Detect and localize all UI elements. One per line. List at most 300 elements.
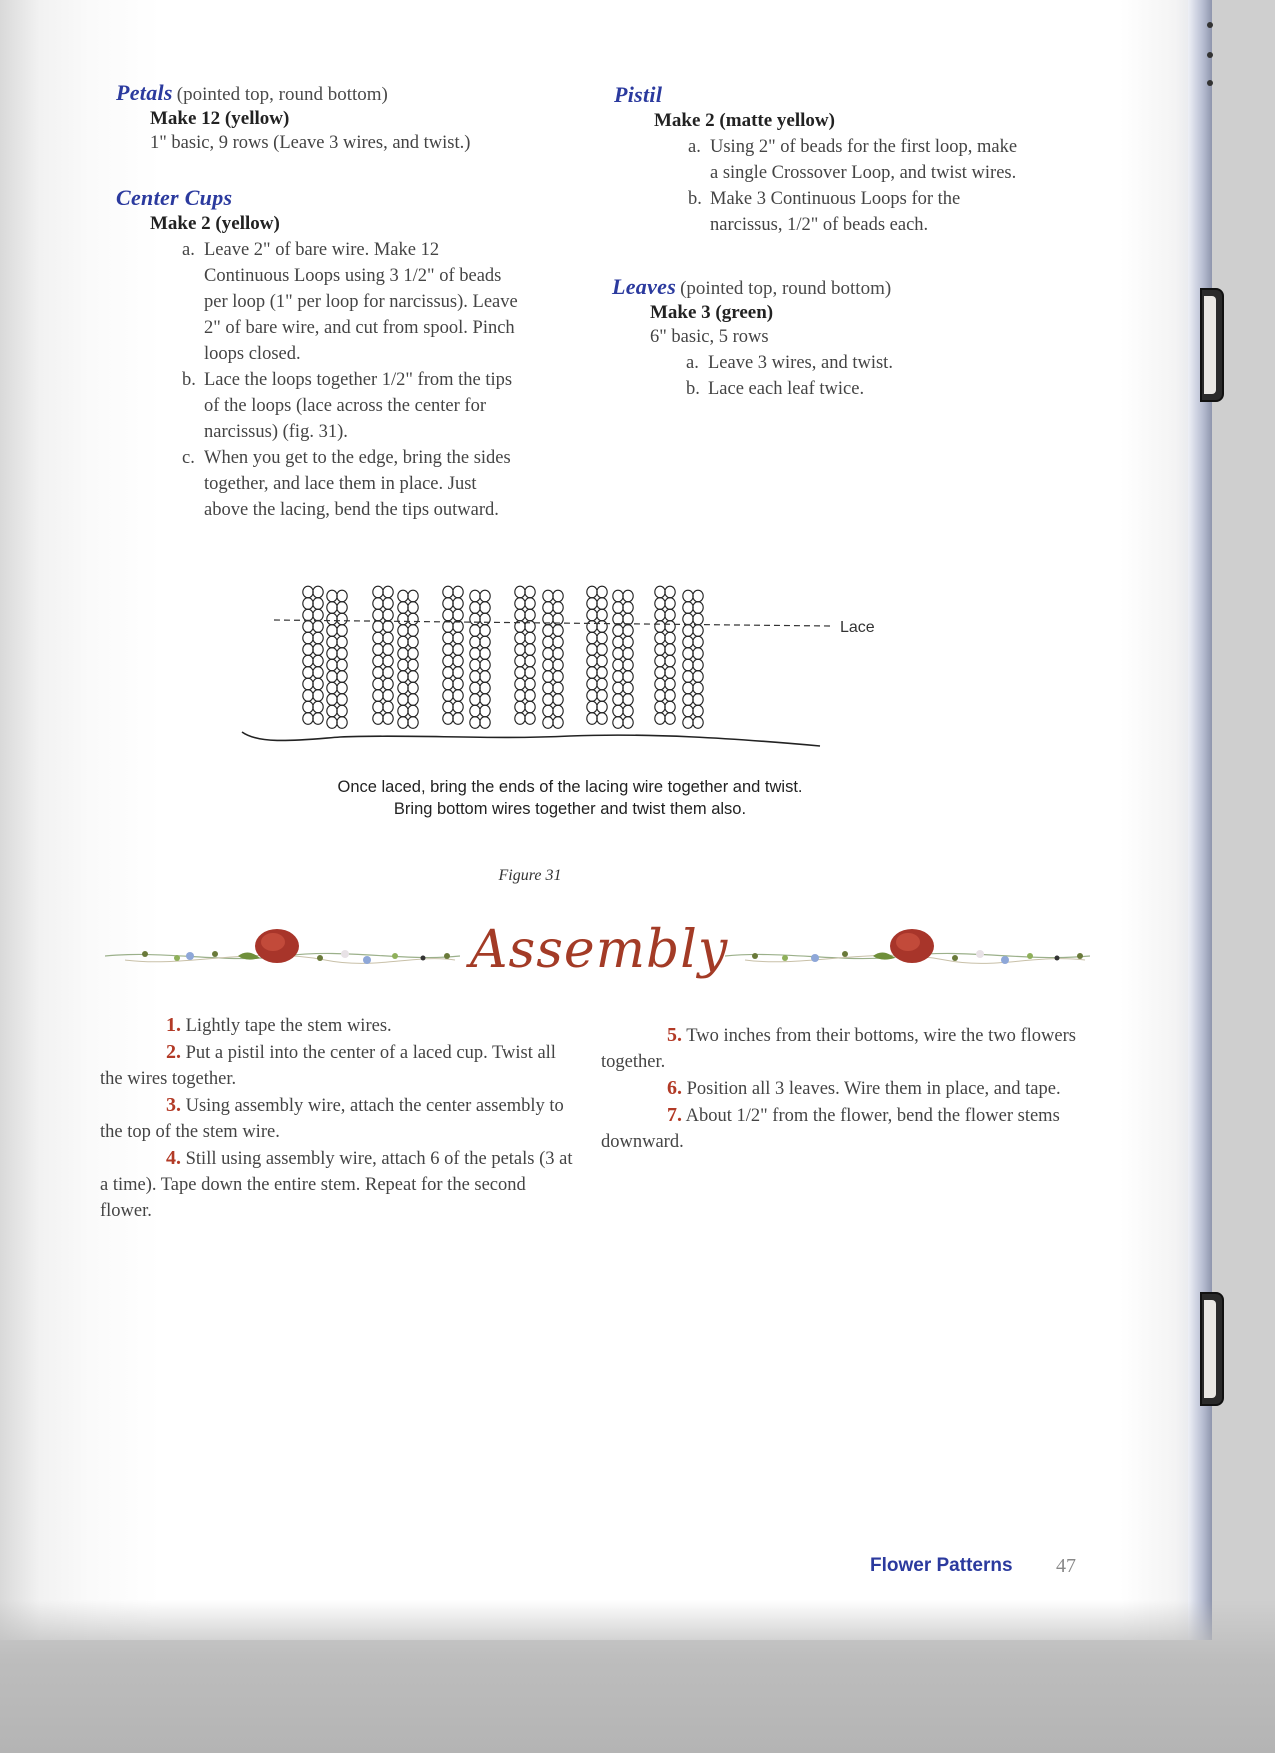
- bead: [373, 609, 383, 621]
- bead: [515, 586, 525, 598]
- bead: [515, 609, 525, 621]
- bead: [327, 694, 337, 706]
- leaves-section: [612, 274, 1112, 402]
- bead: [453, 701, 463, 713]
- bead: [623, 659, 633, 671]
- bead: [480, 671, 490, 683]
- bead: [303, 690, 313, 702]
- petals-section: [116, 80, 596, 156]
- bead: [665, 644, 675, 656]
- bead: [543, 636, 553, 648]
- bead: [693, 602, 703, 614]
- bead: [443, 655, 453, 667]
- bead: [303, 667, 313, 679]
- bead: [303, 655, 313, 667]
- bead: [313, 632, 323, 644]
- bead: [613, 671, 623, 683]
- bead: [453, 713, 463, 725]
- bead: [337, 636, 347, 648]
- bead: [303, 598, 313, 610]
- bead: [480, 717, 490, 729]
- assembly-step-text: Still using assembly wire, attach 6 of the petals (3 at a time). Tape down the entire stem. Repeat for the second flower.: [100, 1149, 573, 1221]
- bead: [408, 705, 418, 717]
- bead: [665, 632, 675, 644]
- bead: [480, 659, 490, 671]
- center-cups-heading: Center Cups: [116, 185, 233, 210]
- bead: [303, 701, 313, 713]
- bead: [443, 678, 453, 690]
- bead: [525, 655, 535, 667]
- bead: [553, 602, 563, 614]
- bead: [443, 586, 453, 598]
- step-letter: a.: [686, 353, 699, 373]
- step-item: [686, 350, 1112, 376]
- petals-heading: Petals: [116, 80, 173, 105]
- bead: [408, 636, 418, 648]
- step-line: narcissus) (fig. 31).: [204, 422, 348, 442]
- bead: [587, 667, 597, 679]
- bead: [303, 621, 313, 633]
- step-line: together, and lace them in place. Just: [204, 474, 477, 494]
- bead: [480, 625, 490, 637]
- bead: [313, 713, 323, 725]
- bead: [327, 613, 337, 625]
- bead: [587, 632, 597, 644]
- bead: [408, 659, 418, 671]
- assembly-step-number: 2.: [166, 1041, 181, 1063]
- bead: [303, 644, 313, 656]
- bead: [623, 636, 633, 648]
- bead: [337, 659, 347, 671]
- bead: [693, 636, 703, 648]
- bead-loop: [373, 586, 393, 724]
- pistil-steps: [688, 134, 1114, 238]
- step-item: [182, 445, 596, 523]
- bead: [515, 701, 525, 713]
- assembly-step: [100, 1039, 578, 1092]
- bead: [553, 636, 563, 648]
- bead: [443, 713, 453, 725]
- binder-tab-top: [1200, 288, 1224, 402]
- bead: [693, 682, 703, 694]
- bead: [373, 644, 383, 656]
- bead: [383, 586, 393, 598]
- bead: [655, 713, 665, 725]
- bead: [303, 632, 313, 644]
- bead: [525, 690, 535, 702]
- bead: [470, 659, 480, 671]
- bead: [655, 598, 665, 610]
- step-letter: a.: [688, 137, 701, 157]
- bead: [480, 648, 490, 660]
- bead: [587, 690, 597, 702]
- bead: [665, 701, 675, 713]
- bead: [408, 602, 418, 614]
- bead: [597, 598, 607, 610]
- bead: [515, 713, 525, 725]
- footer-section-title: Flower Patterns: [870, 1555, 1013, 1576]
- bead: [693, 694, 703, 706]
- assembly-step-number: 4.: [166, 1147, 181, 1169]
- bead: [597, 609, 607, 621]
- bead: [683, 590, 693, 602]
- bead: [525, 609, 535, 621]
- bead: [313, 667, 323, 679]
- bead: [613, 682, 623, 694]
- bead: [623, 682, 633, 694]
- bead: [597, 713, 607, 725]
- bead: [623, 590, 633, 602]
- assembly-steps-left: [100, 1012, 578, 1224]
- bead: [337, 717, 347, 729]
- bead: [337, 694, 347, 706]
- bead: [543, 625, 553, 637]
- bead: [303, 586, 313, 598]
- bead: [480, 590, 490, 602]
- step-item: [688, 134, 1114, 186]
- bead: [337, 602, 347, 614]
- pistil-make: Make 2 (matte yellow): [654, 110, 835, 131]
- bead-loop: [470, 590, 490, 728]
- bead: [453, 678, 463, 690]
- bead: [373, 632, 383, 644]
- bead: [525, 701, 535, 713]
- bead: [693, 648, 703, 660]
- bead: [683, 705, 693, 717]
- bead: [655, 586, 665, 598]
- bead-loop: [655, 586, 675, 724]
- bead: [597, 667, 607, 679]
- bead: [408, 671, 418, 683]
- bead: [337, 613, 347, 625]
- bead: [613, 694, 623, 706]
- bead: [587, 586, 597, 598]
- leaves-heading-note: (pointed top, round bottom): [680, 278, 892, 299]
- bead: [398, 671, 408, 683]
- assembly-step-number: 1.: [166, 1014, 181, 1036]
- bead: [453, 598, 463, 610]
- bead-loop: [543, 590, 563, 728]
- step-line: Leave 3 wires, and twist.: [708, 353, 893, 373]
- bead: [373, 713, 383, 725]
- assembly-step: [100, 1012, 578, 1039]
- bead-loop: [398, 590, 418, 728]
- bead: [313, 655, 323, 667]
- bead: [443, 701, 453, 713]
- bead: [587, 598, 597, 610]
- step-letter: b.: [686, 379, 700, 399]
- step-letter: c.: [182, 448, 195, 468]
- step-line: of the loops (lace across the center for: [204, 396, 486, 416]
- bead: [553, 694, 563, 706]
- step-line: loops closed.: [204, 344, 301, 364]
- bead: [443, 667, 453, 679]
- bead-loop: [303, 586, 323, 724]
- bead: [383, 609, 393, 621]
- bead: [553, 659, 563, 671]
- bead: [587, 644, 597, 656]
- bead-loops: [303, 586, 703, 728]
- bead: [597, 701, 607, 713]
- bead: [665, 586, 675, 598]
- bead: [623, 705, 633, 717]
- bead: [683, 636, 693, 648]
- bead: [313, 644, 323, 656]
- bead: [327, 717, 337, 729]
- bead: [525, 586, 535, 598]
- bead: [373, 701, 383, 713]
- bead: [383, 655, 393, 667]
- bead: [655, 609, 665, 621]
- bead: [327, 590, 337, 602]
- bead: [515, 690, 525, 702]
- bead: [383, 598, 393, 610]
- bead: [623, 625, 633, 637]
- leaves-line: 6" basic, 5 rows: [650, 327, 769, 347]
- bead: [597, 586, 607, 598]
- bead: [655, 632, 665, 644]
- bottom-wire: [242, 732, 820, 746]
- bead: [525, 632, 535, 644]
- bead: [587, 609, 597, 621]
- bead: [337, 682, 347, 694]
- bead: [623, 602, 633, 614]
- bead: [597, 655, 607, 667]
- bead: [470, 694, 480, 706]
- bead: [453, 690, 463, 702]
- bead: [313, 701, 323, 713]
- bead: [373, 678, 383, 690]
- bead: [373, 598, 383, 610]
- center-cups-make: Make 2 (yellow): [150, 213, 280, 234]
- bead: [655, 621, 665, 633]
- bead: [515, 678, 525, 690]
- binder-hole: [1207, 80, 1213, 86]
- bead: [470, 636, 480, 648]
- bead: [655, 678, 665, 690]
- bead: [613, 659, 623, 671]
- bead: [398, 602, 408, 614]
- bead: [553, 625, 563, 637]
- step-line: above the lacing, bend the tips outward.: [204, 500, 499, 520]
- bead: [693, 625, 703, 637]
- bead: [303, 678, 313, 690]
- bead: [408, 717, 418, 729]
- bead: [398, 717, 408, 729]
- bead: [683, 671, 693, 683]
- bead: [655, 644, 665, 656]
- bead: [553, 590, 563, 602]
- step-line: Lace the loops together 1/2" from the tips: [204, 370, 513, 390]
- bead: [337, 625, 347, 637]
- bead-loop: [613, 590, 633, 728]
- bead: [470, 717, 480, 729]
- bead: [398, 636, 408, 648]
- step-item: [182, 367, 596, 445]
- bead: [408, 590, 418, 602]
- bead: [597, 621, 607, 633]
- assembly-step-text: Position all 3 leaves. Wire them in place, and tape.: [686, 1079, 1061, 1099]
- step-line: per loop (1" per loop for narcissus). Leave: [204, 292, 518, 312]
- bead: [587, 621, 597, 633]
- bead: [683, 682, 693, 694]
- bead: [623, 613, 633, 625]
- bead-loop: [683, 590, 703, 728]
- bead: [408, 694, 418, 706]
- bead: [337, 648, 347, 660]
- bead: [373, 667, 383, 679]
- floral-border-right: [725, 920, 1090, 980]
- bead: [613, 613, 623, 625]
- bead: [553, 717, 563, 729]
- bead: [613, 636, 623, 648]
- bead: [543, 694, 553, 706]
- bead: [683, 694, 693, 706]
- bead: [453, 644, 463, 656]
- bead: [587, 655, 597, 667]
- bead: [327, 705, 337, 717]
- bead: [623, 717, 633, 729]
- bead: [665, 655, 675, 667]
- bead: [327, 682, 337, 694]
- bead: [543, 648, 553, 660]
- bead: [613, 602, 623, 614]
- bead: [543, 671, 553, 683]
- bead: [408, 648, 418, 660]
- center-cups-steps: [182, 237, 596, 523]
- petals-line: 1" basic, 9 rows (Leave 3 wires, and twist.): [150, 133, 471, 153]
- petals-make: Make 12 (yellow): [150, 108, 290, 129]
- bead: [587, 713, 597, 725]
- bead: [327, 648, 337, 660]
- bead: [383, 621, 393, 633]
- bead: [453, 655, 463, 667]
- bead: [383, 690, 393, 702]
- bead: [398, 694, 408, 706]
- bead: [655, 701, 665, 713]
- bead: [597, 632, 607, 644]
- step-letter: b.: [182, 370, 196, 390]
- step-line: When you get to the edge, bring the sides: [204, 448, 511, 468]
- bead: [665, 621, 675, 633]
- bead: [553, 648, 563, 660]
- bead: [587, 701, 597, 713]
- figure-31-illustration: [230, 570, 850, 760]
- bead: [408, 613, 418, 625]
- bead: [525, 713, 535, 725]
- bead: [443, 609, 453, 621]
- bead: [470, 682, 480, 694]
- floral-border-left: [105, 920, 460, 980]
- bead: [398, 648, 408, 660]
- step-line: narcissus, 1/2" of beads each.: [710, 215, 929, 235]
- step-line: Leave 2" of bare wire. Make 12: [204, 240, 440, 260]
- lace-label: Lace: [840, 619, 875, 636]
- step-line: Lace each leaf twice.: [708, 379, 865, 399]
- bead: [543, 717, 553, 729]
- bead: [398, 682, 408, 694]
- bead: [453, 632, 463, 644]
- step-line: Continuous Loops using 3 1/2" of beads: [204, 266, 502, 286]
- figure-title: Figure 31: [498, 867, 562, 884]
- bead: [470, 625, 480, 637]
- bead: [480, 613, 490, 625]
- bead: [470, 613, 480, 625]
- pistil-section: [614, 82, 1114, 238]
- bead: [373, 621, 383, 633]
- bead: [383, 678, 393, 690]
- bead: [453, 667, 463, 679]
- bead: [693, 590, 703, 602]
- bead: [683, 648, 693, 660]
- bead: [597, 678, 607, 690]
- bead: [373, 586, 383, 598]
- binder-tab-bottom: [1200, 1292, 1224, 1406]
- scan-shadow: [0, 1600, 1275, 1753]
- bead: [525, 644, 535, 656]
- bead: [693, 671, 703, 683]
- step-line: Using 2" of beads for the first loop, make: [710, 137, 1018, 157]
- figure-caption-line: Once laced, bring the ends of the lacing wire together and twist.: [337, 778, 803, 796]
- bead: [470, 705, 480, 717]
- bead: [665, 609, 675, 621]
- leaves-make: Make 3 (green): [650, 302, 774, 323]
- assembly-step: [100, 1145, 578, 1224]
- assembly-step-number: 7.: [667, 1104, 682, 1126]
- step-item: [182, 237, 596, 367]
- bead: [480, 602, 490, 614]
- assembly-title: Assembly: [470, 920, 729, 980]
- bead: [613, 590, 623, 602]
- assembly-step: [601, 1075, 1079, 1102]
- step-letter: b.: [688, 189, 702, 209]
- bead: [553, 705, 563, 717]
- assembly-step-text: Using assembly wire, attach the center assembly to the top of the stem wire.: [100, 1096, 564, 1142]
- bead: [665, 667, 675, 679]
- bead: [470, 590, 480, 602]
- center-cups-section: [116, 185, 596, 523]
- bead: [543, 705, 553, 717]
- assembly-step-text: Two inches from their bottoms, wire the two flowers together.: [601, 1026, 1076, 1072]
- bead: [383, 701, 393, 713]
- figure-caption: [270, 776, 870, 820]
- assembly-step-number: 6.: [667, 1077, 682, 1099]
- bead: [525, 667, 535, 679]
- bead: [327, 636, 337, 648]
- assembly-step: [601, 1022, 1079, 1075]
- bead: [303, 609, 313, 621]
- bead: [303, 713, 313, 725]
- bead: [613, 625, 623, 637]
- bead: [327, 671, 337, 683]
- assembly-step-text: Lightly tape the stem wires.: [185, 1016, 392, 1036]
- bead: [623, 671, 633, 683]
- assembly-step: [601, 1102, 1079, 1155]
- bead: [543, 659, 553, 671]
- assembly-step-text: About 1/2" from the flower, bend the flower stems downward.: [601, 1106, 1060, 1152]
- bead: [515, 598, 525, 610]
- bead: [383, 713, 393, 725]
- bead: [683, 625, 693, 637]
- assembly-step-number: 5.: [667, 1024, 682, 1046]
- bead: [613, 648, 623, 660]
- bead: [383, 644, 393, 656]
- bead: [683, 613, 693, 625]
- bead: [480, 636, 490, 648]
- bead: [398, 705, 408, 717]
- step-item: [688, 186, 1114, 238]
- bead: [443, 644, 453, 656]
